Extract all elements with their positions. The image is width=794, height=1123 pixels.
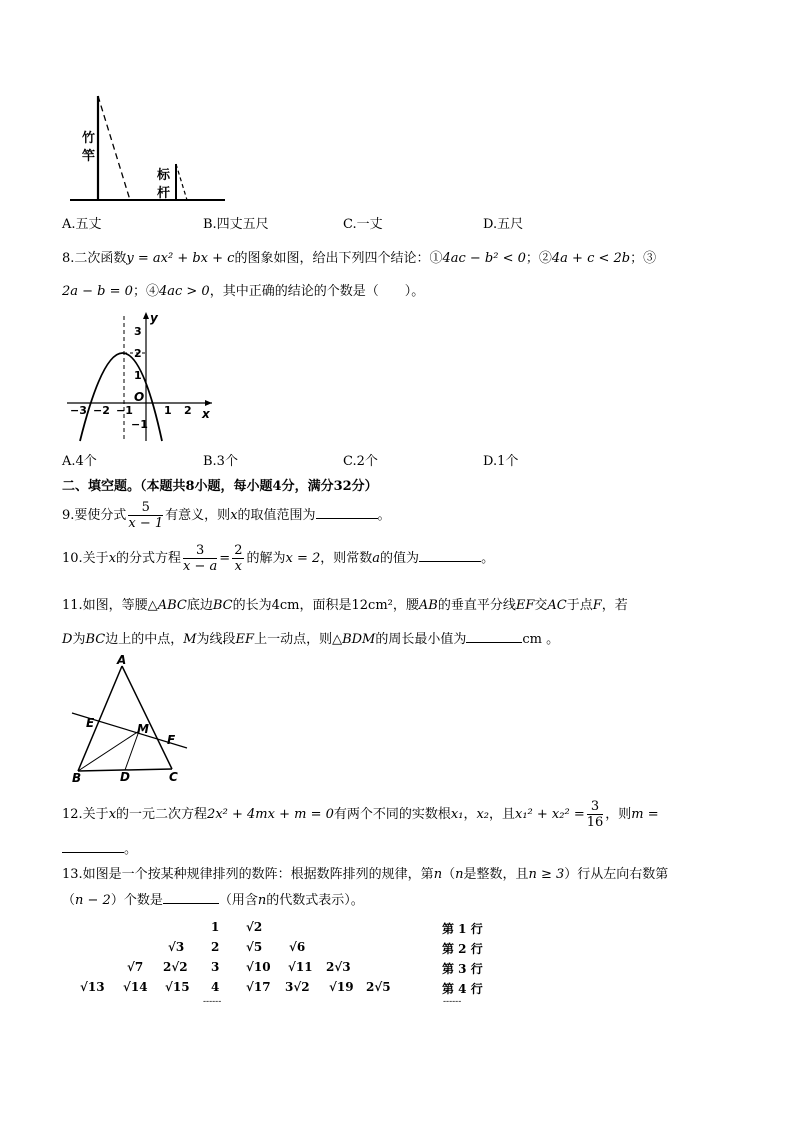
- q11-line-1: 11.如图，等腰△ABC底边BC的长为4cm，面积是12cm²，腰AB的垂直平分线EF交AC于点F，若: [62, 598, 628, 613]
- array-cell: √19: [329, 980, 354, 994]
- y-tick-2: 2: [134, 347, 142, 360]
- q13-line-1: 13.如图是一个按某种规律排列的数阵：根据数阵排列的规律，第n（n是整数，且n ≥ 3）行从左向右数第: [62, 867, 669, 882]
- q8-function: y = ax² + bx + c: [126, 251, 235, 266]
- q7-option-c[interactable]: C.一丈: [343, 217, 383, 232]
- x-tick-1: 1: [164, 404, 172, 417]
- y-tick-3: 3: [134, 325, 142, 338]
- q13-answer-blank[interactable]: [163, 891, 219, 904]
- label-c: C: [169, 770, 178, 784]
- array-cell: √11: [288, 960, 313, 974]
- shadow-figure: [60, 90, 230, 205]
- array-cell: 2√3: [326, 960, 351, 974]
- label-a: A: [117, 654, 127, 667]
- array-cell: √5: [246, 940, 263, 954]
- array-cell: √14: [123, 980, 148, 994]
- pole-label-1: 竹: [82, 131, 96, 146]
- pole-label-2: 竿: [82, 149, 96, 164]
- stick-shadow-ray: [176, 164, 187, 200]
- q8-conclusion-2: 4a + c < 2b: [551, 251, 631, 266]
- array-cell: 1: [211, 920, 220, 934]
- array-cell: √13: [80, 980, 105, 994]
- origin-label: O: [134, 390, 145, 404]
- q8-conclusion-3: 2a − b = 0: [62, 284, 133, 299]
- row-label: 第 1 行: [442, 922, 483, 936]
- array-cell: 2√2: [163, 960, 188, 974]
- q10-answer-blank[interactable]: [419, 549, 481, 562]
- parabola-curve: [80, 353, 162, 441]
- x-tick-neg3: −3: [70, 404, 87, 417]
- q8-line-2: 2a − b = 0；④4ac > 0，其中正确的结论的个数是（ ）。: [62, 284, 425, 299]
- q13-line-2: （n − 2）个数是 （用含n的代数式表示）。: [62, 893, 364, 908]
- array-cell: √15: [165, 980, 190, 994]
- continuation-dots: ------: [203, 997, 222, 1007]
- array-cell: 3√2: [285, 980, 310, 994]
- q7-option-a[interactable]: A.五丈: [62, 217, 102, 232]
- q8-line-1: 8.二次函数y = ax² + bx + c的图象如图，给出下列四个结论：①4ac − b² < 0；②4a + c < 2b；③: [62, 251, 657, 266]
- q9-line: 9.要使分式 $\frac{5}{x - 1}$ 有意义，则x的取值范围为 。: [62, 500, 391, 531]
- q12-line: 12.关于x的一元二次方程2x² + 4mx + m = 0有两个不同的实数根x₁，x₂，且x₁² + x₂² = $\frac{3}{16}$ ，则m =: [62, 799, 659, 830]
- x-tick-neg2: −2: [93, 404, 110, 417]
- array-cell: 3: [211, 960, 220, 974]
- q8-conclusion-1: 4ac − b² < 0: [442, 251, 526, 266]
- q12-answer-blank[interactable]: [62, 840, 124, 853]
- row-label: 第 3 行: [442, 962, 483, 976]
- label-m: M: [137, 722, 149, 736]
- row-label: 第 2 行: [442, 942, 483, 956]
- side-ab: [78, 666, 122, 771]
- label-b: B: [72, 771, 82, 784]
- q7-option-d[interactable]: D.五尺: [483, 217, 524, 232]
- q8-option-b[interactable]: B.3个: [203, 454, 238, 469]
- array-cell: √6: [289, 940, 306, 954]
- q11-answer-blank[interactable]: [466, 630, 522, 643]
- q10-fraction-right: $\frac{2}{x}$: [234, 543, 243, 574]
- x-tick-neg1: −1: [116, 404, 133, 417]
- array-cell: √10: [246, 960, 271, 974]
- q7-option-b[interactable]: B.四丈五尺: [203, 217, 269, 232]
- continuation-dots: ------: [443, 997, 462, 1007]
- array-cell: √7: [127, 960, 144, 974]
- pole-shadow-ray: [98, 96, 130, 200]
- x-tick-2: 2: [184, 404, 192, 417]
- segment-dm: [125, 731, 139, 770]
- q8-option-c[interactable]: C.2个: [343, 454, 378, 469]
- label-d: D: [120, 770, 130, 784]
- q12-line-2: 。: [62, 840, 137, 858]
- side-ac: [122, 666, 172, 769]
- y-tick-neg1: −1: [131, 418, 148, 431]
- q12-fraction: $\frac{3}{16}$: [586, 799, 604, 830]
- label-f: F: [167, 733, 176, 747]
- q9-fraction: $\frac{5}{x - 1}$: [128, 500, 164, 531]
- q10-fraction-left: $\frac{3}{x - a}$: [183, 543, 218, 574]
- array-cell: 4: [211, 980, 220, 994]
- triangle-figure: [62, 654, 197, 784]
- stick-label-2: 杆: [157, 186, 171, 201]
- array-cell: 2√5: [366, 980, 391, 994]
- parabola-figure: [62, 308, 222, 443]
- q8-conclusion-4: 4ac > 0: [158, 284, 210, 299]
- array-cell: √2: [246, 920, 263, 934]
- label-e: E: [86, 716, 95, 730]
- q9-answer-blank[interactable]: [316, 506, 378, 519]
- array-cell: √17: [246, 980, 271, 994]
- q8-option-d[interactable]: D.1个: [483, 454, 519, 469]
- y-tick-1: 1: [134, 369, 142, 382]
- y-axis-label: y: [150, 311, 158, 325]
- x-axis-label: x: [202, 407, 210, 421]
- array-cell: 2: [211, 940, 220, 954]
- row-label: 第 4 行: [442, 982, 483, 996]
- stick-label-1: 标: [157, 168, 171, 183]
- q11-line-2: D为BC边上的中点，M为线段EF上一动点，则△BDM的周长最小值为 cm 。: [62, 632, 560, 647]
- q10-line: 10.关于x的分式方程 $\frac{3}{x - a}$ = $\frac{2}{x}$ 的解为x = 2，则常数a的值为 。: [62, 543, 495, 574]
- section-title: 二、填空题。（本题共8小题，每小题4分，满分32分）: [62, 479, 378, 494]
- array-cell: √3: [168, 940, 185, 954]
- q8-option-a[interactable]: A.4个: [62, 454, 97, 469]
